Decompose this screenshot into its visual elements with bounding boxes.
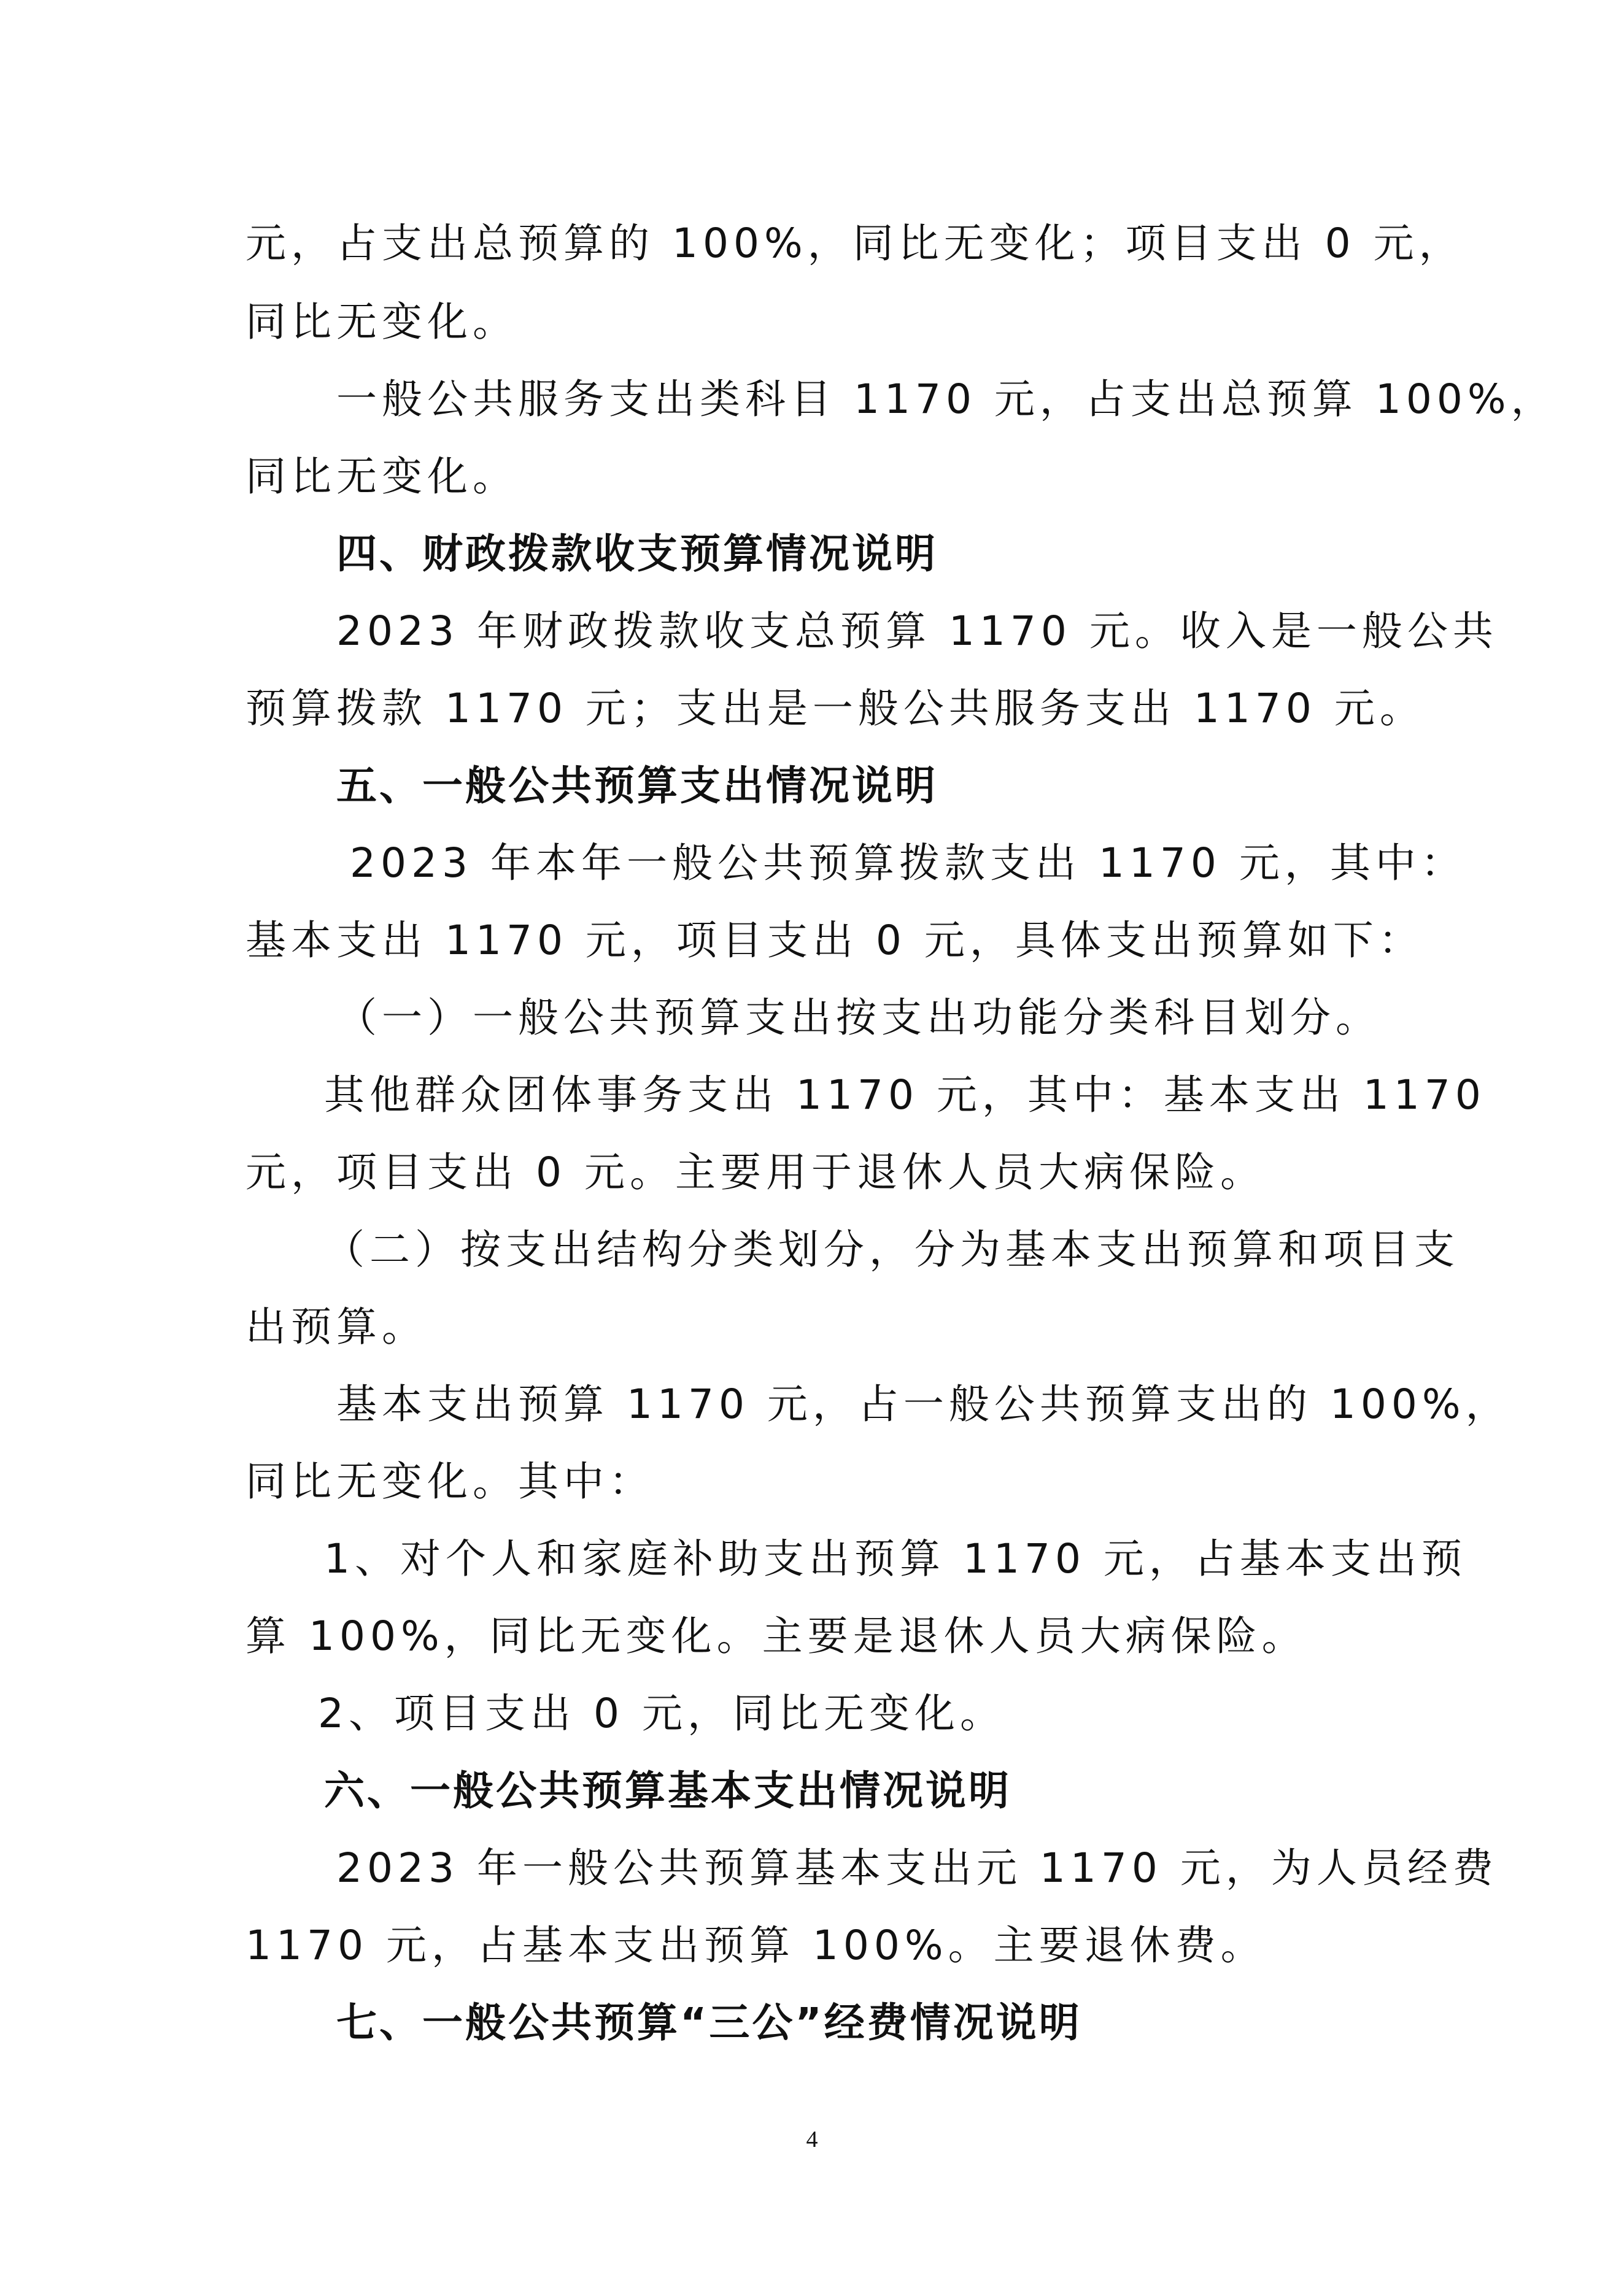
body-text-line: 其他群众团体事务支出 1170 元，其中：基本支出 1170	[324, 1071, 1486, 1119]
subsection-heading: （一）一般公共预算支出按支出功能分类科目划分。	[336, 994, 1381, 1041]
body-text-line: 1170 元，占基本支出预算 100%。主要退休费。	[246, 1922, 1266, 1969]
body-text-line: 基本支出 1170 元，项目支出 0 元，具体支出预算如下：	[246, 917, 1424, 964]
page-number: 4	[806, 2127, 818, 2152]
body-text-line: 一般公共服务支出类科目 1170 元，占支出总预算 100%，	[336, 376, 1556, 423]
body-text-line: 算 100%，同比无变化。主要是退休人员大病保险。	[246, 1612, 1307, 1660]
body-text-line: 同比无变化。其中：	[246, 1458, 654, 1505]
body-text-line: 2023 年本年一般公共预算拨款支出 1170 元，其中：	[350, 839, 1466, 887]
body-text-line: 2023 年一般公共预算基本支出元 1170 元，为人员经费	[336, 1844, 1498, 1892]
body-text-line: 同比无变化。	[246, 298, 518, 345]
body-text-line: 同比无变化。	[246, 453, 518, 500]
section-heading: 五、一般公共预算支出情况说明	[336, 762, 938, 809]
subsection-heading: （二）按支出结构分类划分，分为基本支出预算和项目支	[324, 1226, 1460, 1273]
section-heading: 七、一般公共预算“三公”经费情况说明	[336, 1999, 1082, 2046]
section-heading: 四、财政拨款收支预算情况说明	[336, 530, 938, 577]
list-item: 2、项目支出 0 元，同比无变化。	[318, 1690, 1005, 1737]
body-text-line: 基本支出预算 1170 元，占一般公共预算支出的 100%，	[336, 1381, 1511, 1428]
body-text-line: 元，项目支出 0 元。主要用于退休人员大病保险。	[246, 1149, 1266, 1196]
body-text-line: 元，占支出总预算的 100%，同比无变化；项目支出 0 元，	[246, 220, 1464, 267]
list-item: 1、对个人和家庭补助支出预算 1170 元，占基本支出预	[324, 1535, 1467, 1582]
body-text-line: 预算拨款 1170 元；支出是一般公共服务支出 1170 元。	[246, 685, 1425, 732]
body-text-line: 出预算。	[246, 1303, 427, 1350]
section-heading: 六、一般公共预算基本支出情况说明	[324, 1767, 1011, 1814]
body-text-line: 2023 年财政拨款收支总预算 1170 元。收入是一般公共	[336, 607, 1498, 655]
